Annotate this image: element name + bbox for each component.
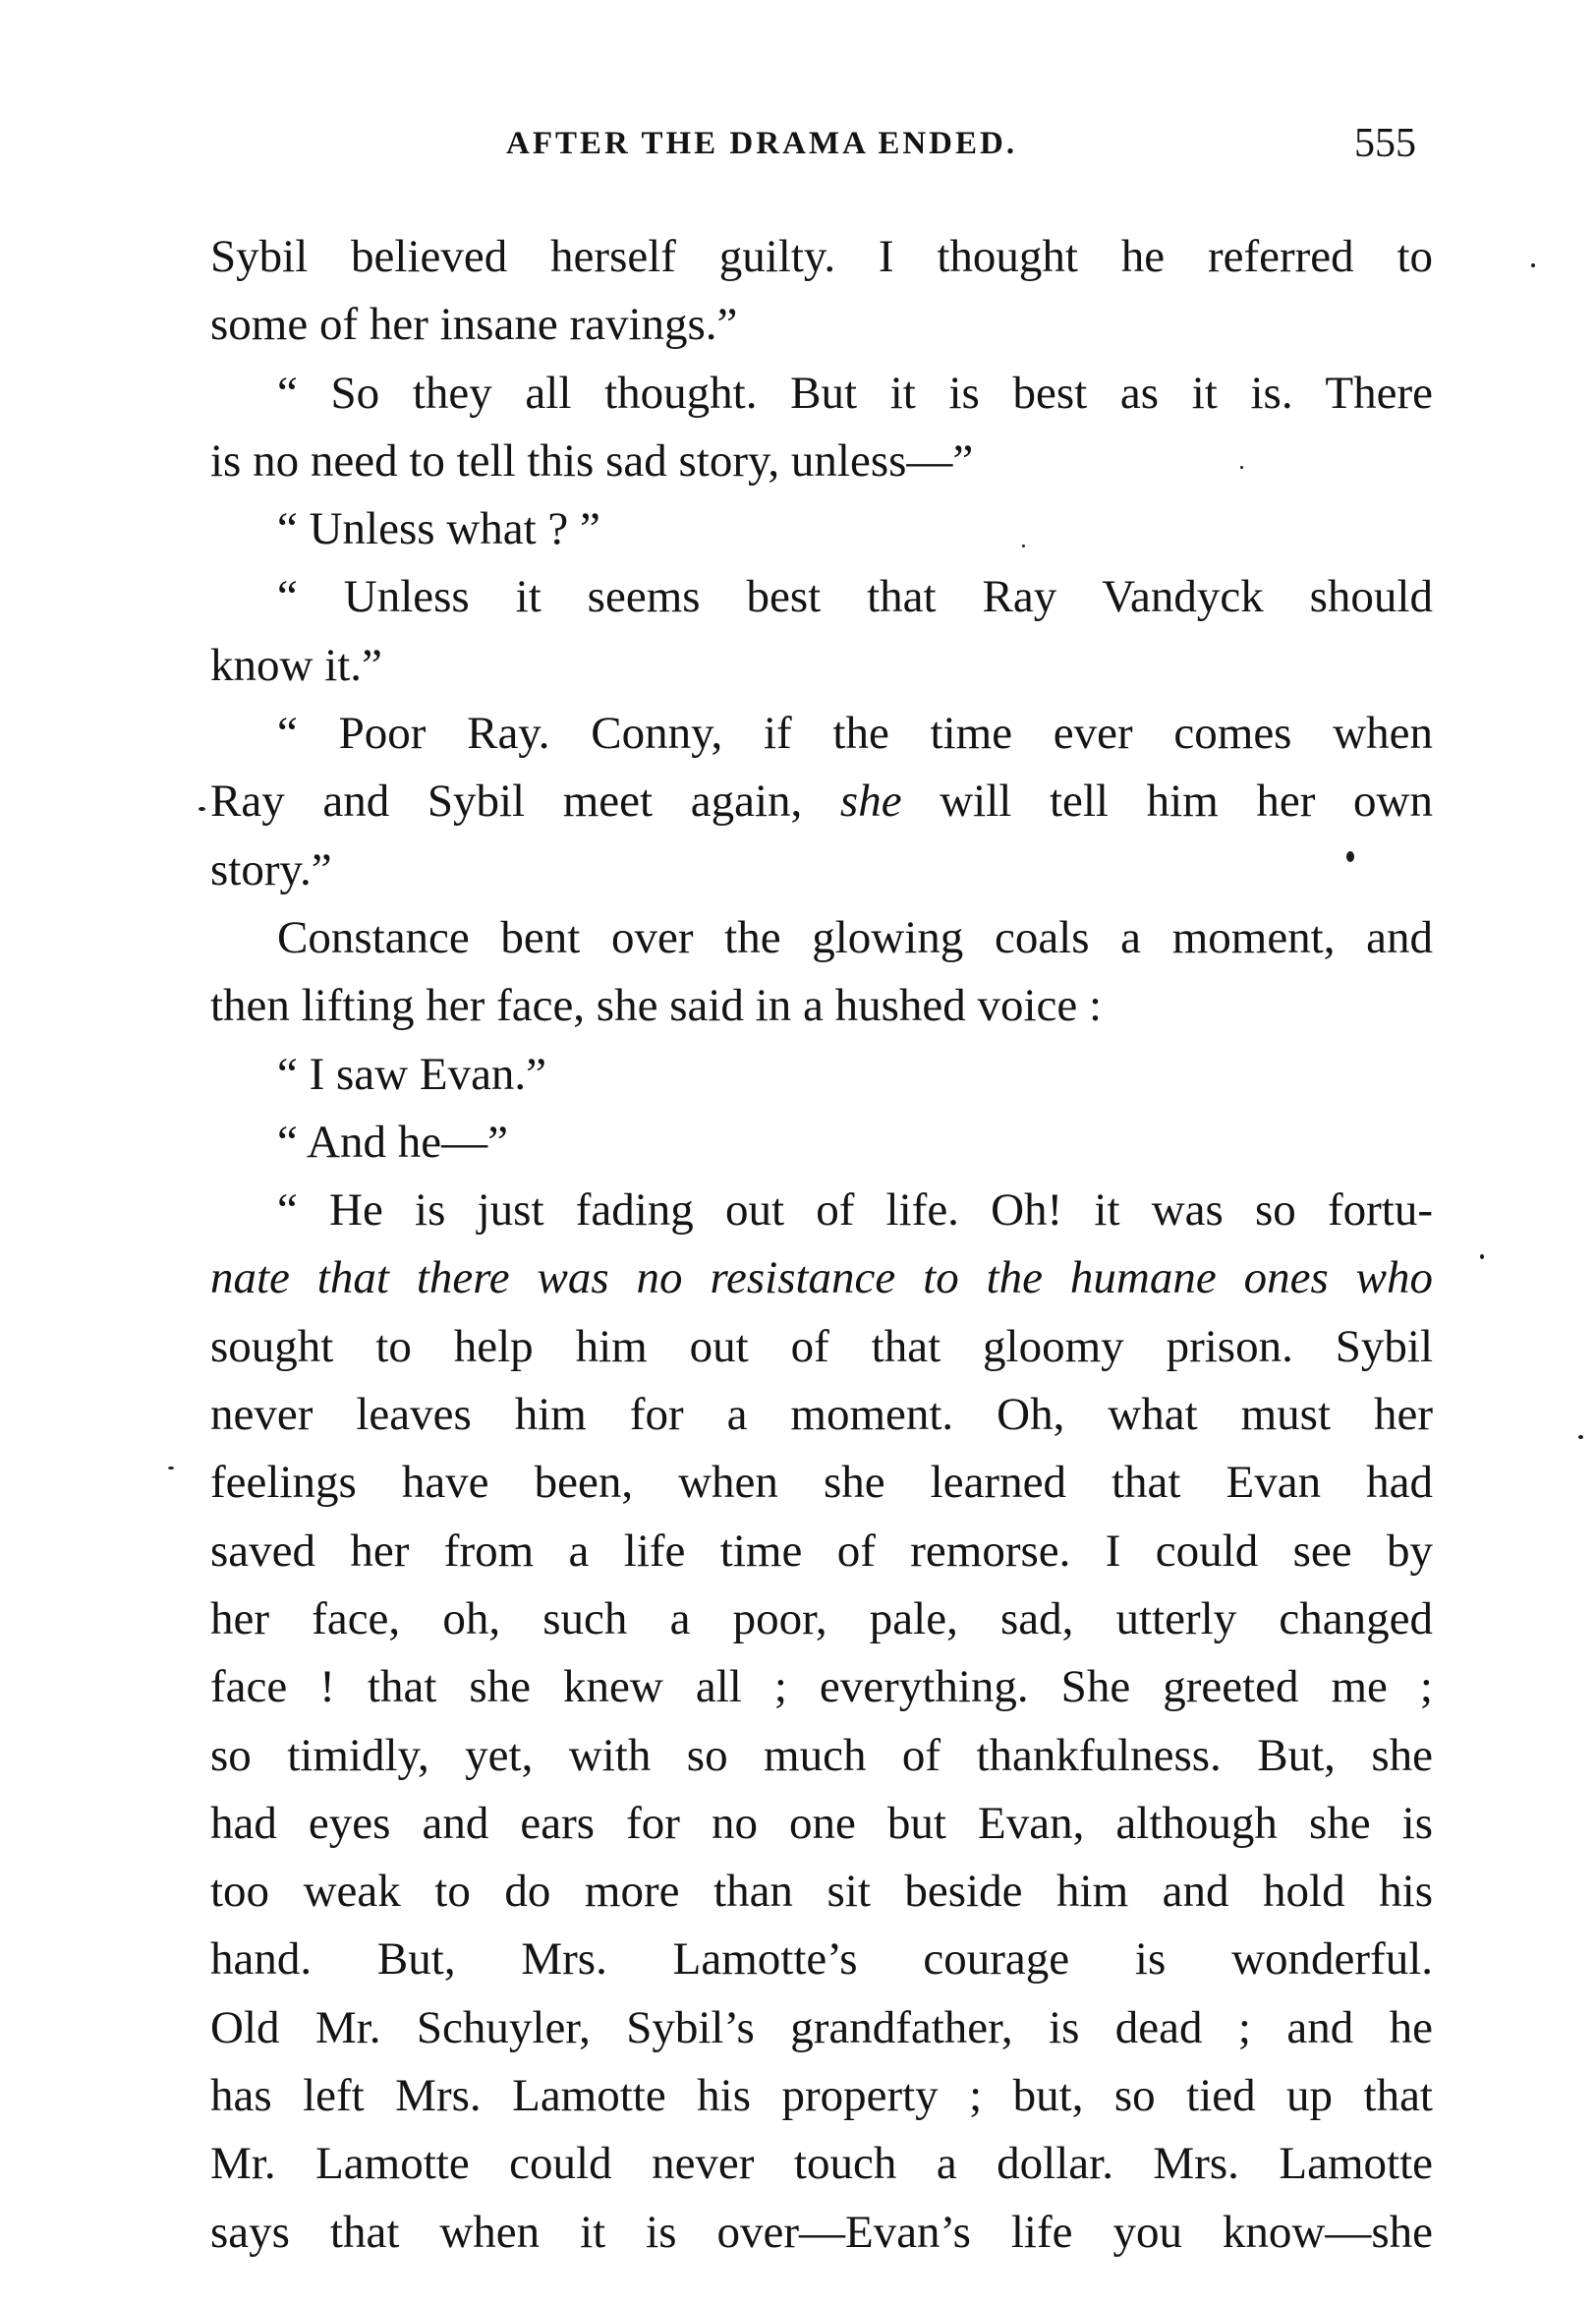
text-line: sought to help him out of that gloomy prison. Sybil [210,1320,1433,1372]
italic-word: she [839,776,902,828]
text-line: “ Poor Ray. Conny, if the time ever comes when [277,708,1433,760]
text-line: “ He is just fading out of life. Oh! it was so fortu- [277,1184,1433,1237]
text-line: Old Mr. Schuyler, Sybil’s grandfather, is dead ; and he [210,2001,1433,2053]
text-line: has left Mrs. Lamotte his property ; but, so tied up that [210,2070,1433,2122]
text-line: had eyes and ears for no one but Evan, although she is [210,1797,1433,1849]
ink-speck [1578,1435,1583,1439]
text-line: “ So they all thought. But it is best as it is. There [277,367,1433,419]
text-line: says that when it is over—Evan’s life you know—she [210,2206,1433,2258]
text-line: Constance bent over the glowing coals a moment, and [277,911,1433,963]
body-text [210,223,1433,2267]
text-line: then lifting her face, she said in a hushed voice : [210,980,1103,1032]
text-line: so timidly, yet, with so much of thankfulness. But, she [210,1729,1433,1781]
ink-speck [1480,1254,1484,1259]
text-line: feelings have been, when she learned that Evan had [210,1457,1433,1509]
text-line: some of her insane ravings.” [210,299,738,351]
text-line: hand. But, Mrs. Lamotte’s courage is wonderful. [210,1933,1433,1986]
ink-speck [1240,466,1243,469]
text-line: too weak to do more than sit beside him and hold his [210,1866,1433,1918]
text-line: her face, oh, such a poor, pale, sad, utterly changed [210,1592,1433,1644]
ink-speck [1531,263,1535,267]
ink-speck [1022,545,1025,547]
text-line: is no need to tell this sad story, unless—” [210,434,974,487]
text-segment: will tell him her own [940,776,1433,828]
text-line: “ I saw Evan.” [277,1048,547,1100]
text-line [210,768,1433,835]
text-line: know it.” [210,639,382,691]
text-segment: Ray and Sybil meet again, [210,776,803,828]
text-line: Sybil believed herself guilty. I thought he referred to [210,231,1433,282]
text-line: saved her from a life time of remorse. I could see by [210,1525,1433,1577]
text-line: story.” [210,843,332,895]
text-line: never leaves him for a moment. Oh, what must her [210,1389,1433,1441]
ink-speck [168,1467,174,1469]
text-line: “ Unless it seems best that Ray Vandyck should [277,571,1433,623]
text-line: “ Unless what ? ” [277,503,600,555]
running-head: AFTER THE DRAMA ENDED. [506,126,1018,161]
text-line: Mr. Lamotte could never touch a dollar. Mrs. Lamotte [210,2138,1433,2190]
text-line: face ! that she knew all ; everything. She greeted me ; [210,1661,1433,1713]
text-line: “ And he—” [277,1116,508,1168]
ink-speck [199,807,205,811]
page-number: 555 [1354,121,1416,166]
text-line: nate that there was no resistance to the humane ones who [210,1252,1433,1304]
ink-speck [1346,851,1354,862]
